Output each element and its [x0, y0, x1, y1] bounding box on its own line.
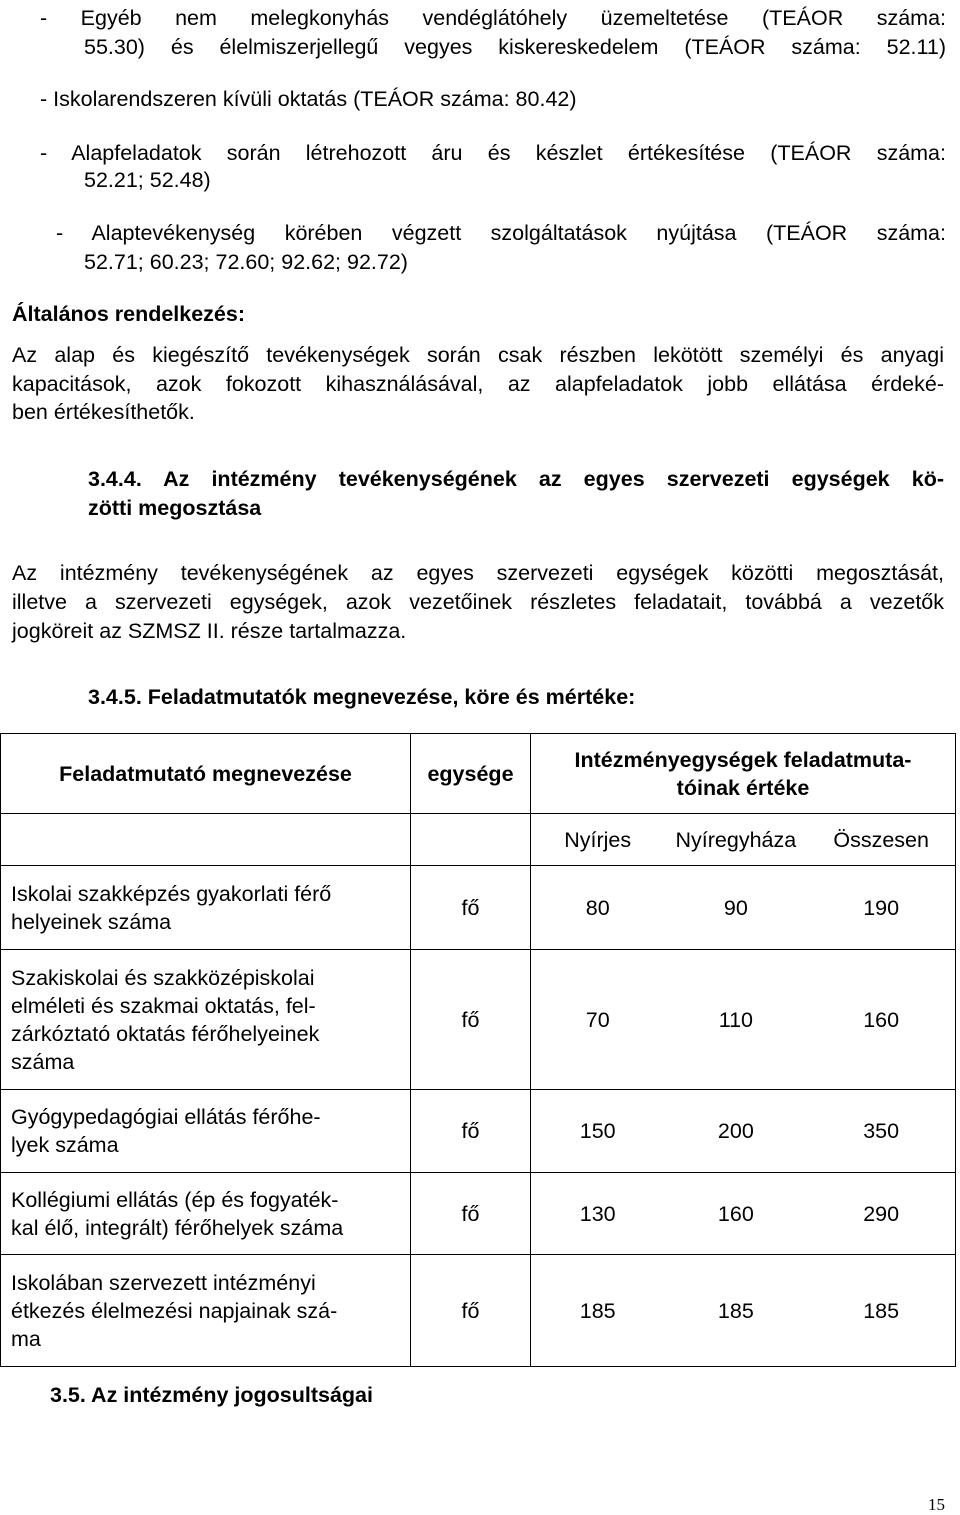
- general-line-3: ben értékesíthetők.: [12, 400, 195, 424]
- indicator-table: [0, 733, 956, 1367]
- row-values: [531, 866, 956, 950]
- bullet-4-line-2: 52.71; 60.23; 72.60; 92.62; 92.72): [84, 250, 408, 274]
- table-subheader-row: [1, 814, 956, 866]
- row-name: [1, 1090, 411, 1173]
- value-nyiregyhaza: 200: [717, 1119, 754, 1143]
- table-row: [1, 950, 956, 1090]
- value-nyirjes: 150: [579, 1119, 616, 1143]
- row-values: [531, 950, 956, 1090]
- row-name: [1, 1173, 411, 1255]
- section-344-heading-line-1: 3.4.4. Az intézmény tevékenységének az egyes szervezeti egységek kö-: [88, 467, 944, 491]
- bullet-1-line-1: - Egyéb nem melegkonyhás vendéglátóhely üzemeltetése (TEÁOR száma:: [40, 6, 946, 30]
- table-row: [1, 866, 956, 950]
- value-osszesen: 290: [863, 1201, 900, 1226]
- header-name: Feladatmutató megnevezése: [1, 734, 411, 814]
- row-name-line: zárkóztató oktatás férőhelyeinek: [11, 1021, 320, 1046]
- section-344-line-3: jogköreit az SZMSZ II. része tartalmazza.: [12, 619, 407, 643]
- header-values: [531, 734, 956, 814]
- row-name: [1, 866, 411, 950]
- section-344-heading-line-2: zötti megosztása: [88, 496, 262, 520]
- value-nyirjes: 130: [579, 1201, 616, 1226]
- section-345-heading: 3.4.5. Feladatmutatók megnevezése, köre és mértéke:: [88, 685, 636, 709]
- row-name-line: elméleti és szakmai oktatás, fel-: [11, 993, 316, 1018]
- general-line-1: Az alap és kiegészítő tevékenységek során csak részben lekötött személyi és anyagi: [12, 343, 944, 367]
- row-name: [1, 1255, 411, 1367]
- page-number: 15: [928, 1495, 945, 1514]
- row-unit: fő: [411, 1090, 531, 1173]
- table-header-row: [1, 734, 956, 814]
- section-344-line-2: illetve a szervezeti egységek, azok vezetőinek részletes feladatait, továbbá a vezetők: [12, 590, 944, 614]
- bullet-3-line-1: - Alapfeladatok során létrehozott áru és készlet értékesítése (TEÁOR száma:: [40, 141, 946, 165]
- row-name-line: Iskolai szakképzés gyakorlati férő: [11, 881, 332, 906]
- row-name-line: étkezés élelmezési napjainak szá-: [11, 1298, 338, 1323]
- row-name: [1, 950, 411, 1090]
- row-name-line: ma: [11, 1326, 41, 1351]
- row-name-line: Iskolában szervezett intézményi: [11, 1270, 316, 1295]
- general-heading: Általános rendelkezés:: [12, 302, 246, 326]
- header-unit: egysége: [411, 734, 531, 814]
- bullet-2-line-1: - Iskolarendszeren kívüli oktatás (TEÁOR száma: 80.42): [40, 87, 577, 111]
- subheader-osszesen: Összesen: [833, 827, 929, 852]
- row-unit: fő: [411, 1255, 531, 1367]
- row-name-line: Gyógypedagógiai ellátás férőhe-: [11, 1105, 321, 1129]
- row-unit: fő: [411, 950, 531, 1090]
- value-osszesen: 350: [863, 1119, 900, 1143]
- value-nyirjes: 80: [585, 895, 610, 920]
- section-344-line-1: Az intézmény tevékenységének az egyes szervezeti egységek közötti megosztását,: [12, 561, 944, 585]
- subheader-empty-name: [1, 814, 411, 866]
- value-nyirjes: 70: [585, 1007, 610, 1032]
- value-nyiregyhaza: 90: [723, 895, 748, 920]
- row-name-line: Szakiskolai és szakközépiskolai: [11, 965, 315, 990]
- row-name-line: helyeinek száma: [11, 909, 172, 934]
- subheader-values: [531, 814, 956, 866]
- header-values-line-1: Intézményegységek feladatmuta-: [574, 747, 912, 772]
- value-osszesen: 160: [863, 1007, 900, 1032]
- row-values: [531, 1173, 956, 1255]
- value-nyiregyhaza: 185: [717, 1298, 754, 1323]
- bullet-4-line-1: - Alaptevékenység körében végzett szolgáltatások nyújtása (TEÁOR száma:: [56, 221, 946, 245]
- subheader-empty-unit: [411, 814, 531, 866]
- table-row: [1, 1090, 956, 1173]
- row-name-line: Kollégiumi ellátás (ép és fogyaték-: [11, 1187, 339, 1212]
- row-unit: fő: [411, 866, 531, 950]
- bullet-1-line-2: 55.30) és élelmiszerjellegű vegyes kiskereskedelem (TEÁOR száma: 52.11): [84, 35, 946, 59]
- general-line-2: kapacitások, azok fokozott kihasználásával, az alapfeladatok jobb ellátása érdeké-: [12, 372, 944, 396]
- table-row: [1, 1255, 956, 1367]
- value-osszesen: 185: [863, 1298, 900, 1323]
- table-row: [1, 1173, 956, 1255]
- subheader-nyirjes: Nyírjes: [564, 827, 632, 852]
- row-name-line: száma: [11, 1049, 75, 1074]
- row-name-line: kal élő, integrált) férőhelyek száma: [11, 1215, 344, 1240]
- row-name-line: lyek száma: [11, 1133, 119, 1157]
- row-unit: fő: [411, 1173, 531, 1255]
- value-nyirjes: 185: [579, 1298, 616, 1323]
- value-osszesen: 190: [863, 895, 900, 920]
- bullet-3-line-2: 52.21; 52.48): [84, 168, 211, 192]
- row-values: [531, 1090, 956, 1173]
- section-35-heading: 3.5. Az intézmény jogosultságai: [50, 1383, 373, 1407]
- subheader-nyiregyhaza: Nyíregyháza: [675, 827, 797, 852]
- value-nyiregyhaza: 110: [718, 1007, 753, 1032]
- row-values: [531, 1255, 956, 1367]
- header-values-line-2: tóinak értéke: [676, 775, 810, 800]
- value-nyiregyhaza: 160: [717, 1201, 754, 1226]
